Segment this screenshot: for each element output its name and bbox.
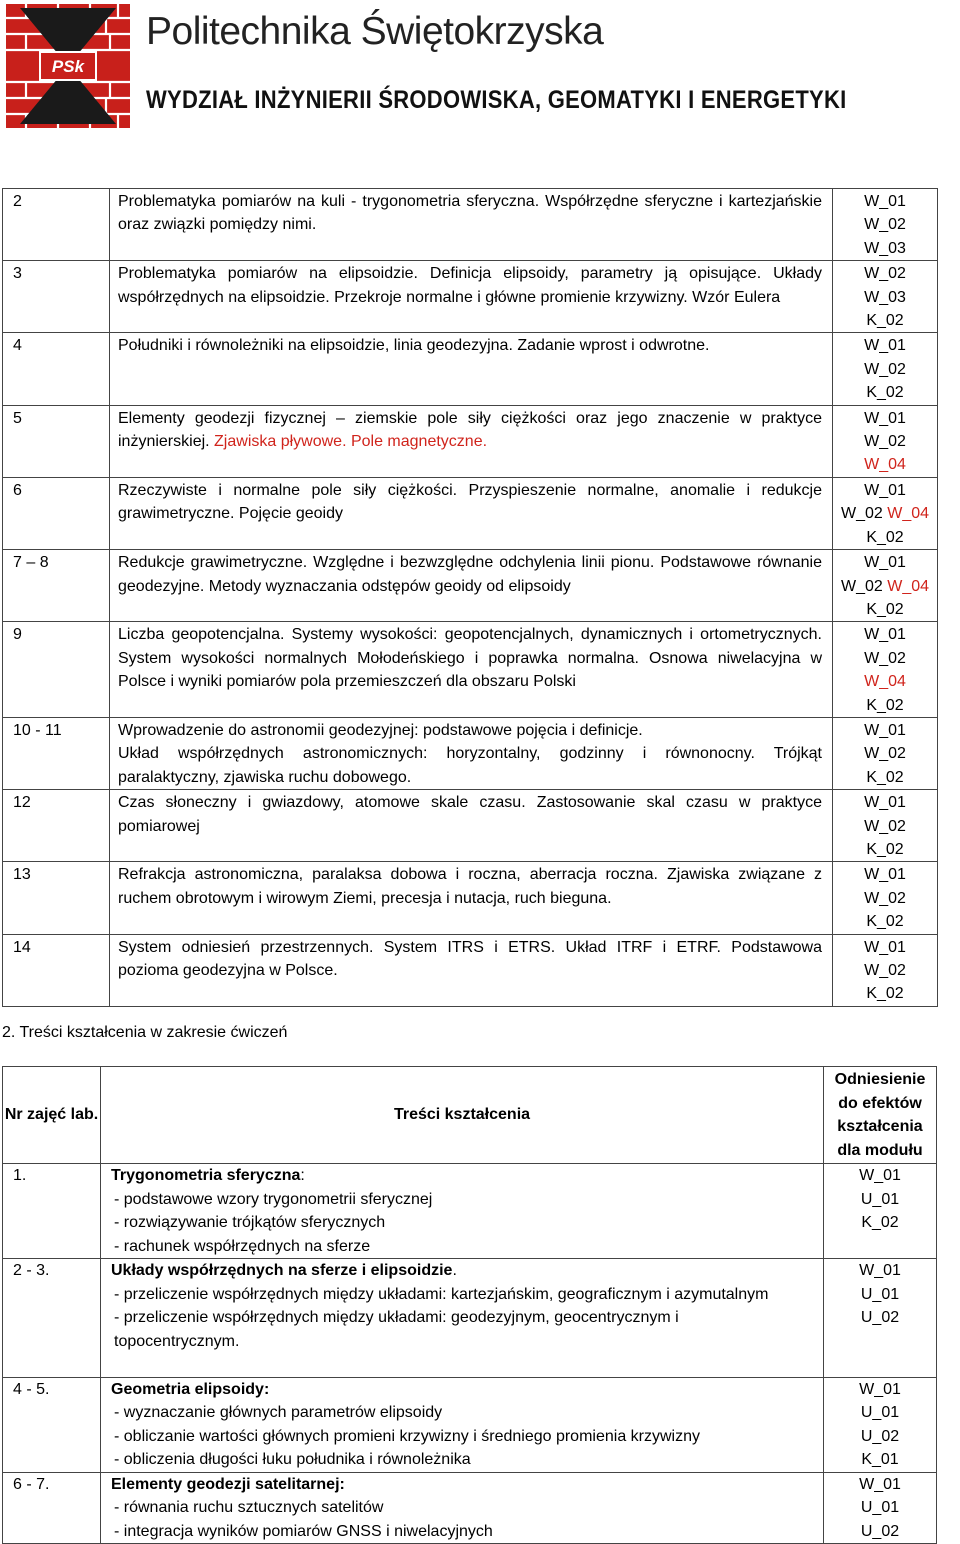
lecture-number: 9 [3,622,110,718]
exercise-topic: - obliczanie wartości głównych promieni krzywizny i średniego promienia krzywizny [114,1427,700,1445]
effect-code: K_02 [866,528,904,546]
effect-code: W_02 [864,433,906,451]
lecture-number: 12 [3,790,110,862]
exercise-title-suffix: . [452,1262,457,1279]
effect-code: U_01 [860,1190,900,1208]
learning-effects [833,550,938,622]
page-header [0,0,960,150]
effect-code: W_01 [864,938,906,956]
effect-code: K_02 [866,312,904,330]
effect-code: W_03 [864,288,906,306]
exercise-title [111,1476,345,1493]
learning-effects [833,862,938,934]
effect-code: W_02 [864,962,906,979]
lecture-number: 10 - 11 [3,717,110,789]
lecture-content [110,622,833,718]
exercise-number: 2 - 3. [3,1259,101,1378]
header-lab-number: Nr zajęć lab. [3,1067,101,1164]
table-row [3,405,938,477]
effect-code: W_02 [840,505,888,523]
exercise-topic [111,1353,823,1377]
header-content: Treści kształcenia [101,1067,824,1164]
learning-effects [833,405,938,477]
exercise-topic: - integracja wyników pomiarów GNSS i niwelacyjnych [114,1522,493,1540]
learning-effects [833,622,938,718]
table-row [3,550,938,622]
exercise-content-table [2,1066,937,1544]
exercise-title [111,1381,269,1398]
effect-code: K_01 [861,1451,899,1468]
learning-effects [833,189,938,261]
effect-code: K_02 [861,1214,899,1231]
university-name: Politechnika Świętokrzyska [146,10,604,53]
table-row [3,1259,937,1378]
table-row [3,934,938,1006]
lecture-number: 13 [3,862,110,934]
effect-code: W_02 [864,216,906,234]
effect-code: K_02 [866,985,904,1003]
learning-effects [833,790,938,862]
exercise-title-text: Układy współrzędnych na sferze i elipsoidzie [111,1262,453,1279]
effect-code: W_02 [864,649,906,667]
lecture-content-text: Układ współrzędnych astronomicznych: horyzontalny, godzinny i równonocny. Trójkąt paralaktyczny, zjawiska ruchu dobowego. [118,745,822,786]
exercise-topic: - przeliczenie współrzędnych między układami: kartezjańskim, geograficznym i azymutalnym [114,1285,769,1303]
lecture-content [110,261,833,333]
lecture-content-text: Południki i równoleżniki na elipsoidzie, linia geodezyjna. Zadanie wprost i odwrotne. [118,337,710,355]
table-row [3,862,938,934]
exercise-content [101,1377,824,1472]
exercise-title-text: Geometria elipsoidy: [111,1380,270,1398]
effect-code: W_01 [864,866,906,884]
exercise-content [101,1472,824,1544]
effect-code: W_02 [864,817,906,835]
effect-code: W_02 [840,577,888,595]
learning-effects [824,1377,937,1472]
exercise-topic: - wyznaczanie głównych parametrów elipsoidy [114,1404,443,1421]
university-logo [6,4,130,128]
exercise-topic: - rozwiązywanie trójkątów sferycznych [114,1214,386,1231]
learning-effects [833,477,938,549]
table-row [3,717,938,789]
effect-code: U_01 [860,1285,900,1303]
exercise-content [101,1164,824,1259]
effect-code: W_01 [864,554,906,572]
exercise-topic: topocentrycznym. [114,1332,240,1350]
exercise-topic: - przeliczenie współrzędnych między układami: geodezyjnym, geocentrycznym i [114,1309,679,1326]
learning-effects [833,261,938,333]
lecture-number: 2 [3,189,110,261]
faculty-name: WYDZIAŁ INŻYNIERII ŚRODOWISKA, GEOMATYKI I ENERGETYKI [146,86,847,114]
lecture-content-text: Problematyka pomiarów na elipsoidzie. Definicja elipsoidy, parametry ją opisujące. Układy współrzędnych na elipsoidzie. Przekroje normalne i główne promienie krzywizny. Wzór Eulera [118,265,822,306]
lecture-number: 3 [3,261,110,333]
effect-code: W_04 [864,456,906,474]
effect-code: W_01 [864,481,906,499]
lecture-content-text: System odniesień przestrzennych. System ITRS i ETRS. Układ ITRF i ETRF. Podstawowa pozioma geodezyjna w Polsce. [118,938,822,979]
effect-code: W_01 [859,1167,901,1184]
table-row [3,622,938,718]
effect-code: K_02 [866,913,904,931]
effect-code: W_04 [887,577,930,595]
header-effects-line: Odniesienie [834,1071,926,1088]
table-row [3,790,938,862]
lecture-content [110,405,833,477]
table-row [3,477,938,549]
svg-text:PSk: PSk [51,57,85,76]
effect-code: K_02 [866,840,904,858]
exercise-title-text: Elementy geodezji satelitarnej: [111,1475,345,1493]
effect-code: W_01 [864,193,906,210]
exercise-content [101,1259,824,1378]
effect-code: K_02 [866,696,904,714]
exercise-title [111,1262,457,1279]
lecture-content [110,550,833,622]
lecture-content [110,717,833,789]
lecture-content [110,862,833,934]
effect-code: W_01 [864,794,906,812]
exercise-title [111,1167,305,1184]
effect-code: W_01 [864,721,906,739]
lecture-content [110,189,833,261]
exercise-number: 1. [3,1164,101,1259]
lecture-content [110,477,833,549]
learning-effects [833,717,938,789]
lecture-content-text: Liczba geopotencjalna. Systemy wysokości: geopotencjalnych, dynamicznych i ortometrycznych. System wysokości normalnych Mołodeńskiego i poprawka normalna. Osnowa niwelacyjna w Polsce i wyniki pomiarów pola przemieszczeń dla obszaru Polski [118,626,822,691]
lecture-content-text: Rzeczywiste i normalne pole siły ciężkości. Przyspieszenie normalne, anomalie i redukcje grawimetryczne. Pojęcie geoidy [118,481,822,523]
effect-code: K_02 [866,600,904,618]
section-2-heading: 2. Treści kształcenia w zakresie ćwiczeń [2,1024,288,1041]
table-row [3,1164,937,1259]
learning-effects [833,934,938,1006]
lecture-number: 4 [3,333,110,405]
exercise-topic: - rachunek współrzędnych na sferze [114,1237,371,1255]
lecture-number: 6 [3,477,110,549]
effect-code: W_04 [864,673,906,691]
learning-effects [824,1164,937,1259]
header-effects [824,1067,937,1164]
effect-code: W_01 [864,626,906,644]
lecture-content-text: Czas słoneczny i gwiazdowy, atomowe skale czasu. Zastosowanie skal czasu w praktyce pomiarowej [118,794,822,835]
lecture-number: 7 – 8 [3,550,110,622]
exercise-number: 4 - 5. [3,1377,101,1472]
effect-code: W_01 [859,1475,901,1493]
lecture-content-text: Problematyka pomiarów na kuli - trygonometria sferyczna. Współrzędne sferyczne i kartezjańskie oraz związki pomiędzy nimi. [118,193,822,234]
effect-code: W_01 [859,1380,901,1398]
effect-code: U_02 [860,1309,900,1326]
exercise-title-suffix: : [300,1167,305,1184]
lecture-content-text: Zjawiska pływowe. Pole magnetyczne. [214,433,488,451]
lecture-content-text: Refrakcja astronomiczna, paralaksa dobowa i roczna, aberracja roczna. Zjawiska związane z ruchem obrotowym i wirowym Ziemi, precesja i nutacja, ruch bieguna. [118,866,822,907]
table-row [3,333,938,405]
lecture-content-text: Redukcje grawimetryczne. Względne i bezwzględne odchylenia linii pionu. Podstawowe równanie geodezyjne. Metody wyznaczania odstępów geoidy od elipsoidy [118,554,822,595]
table-header-row [3,1067,937,1164]
effect-code: U_01 [860,1499,900,1516]
lecture-content [110,934,833,1006]
exercise-topic: - podstawowe wzory trygonometrii sferycznej [114,1190,433,1208]
effect-code: U_01 [860,1404,900,1421]
effect-code: W_02 [864,889,906,907]
lecture-number: 5 [3,405,110,477]
header-effects-line: kształcenia [837,1118,923,1135]
header-effects-line: dla modułu [837,1141,923,1159]
lecture-content-table [2,188,938,1007]
effect-code: U_02 [860,1522,900,1540]
table-row [3,261,938,333]
header-effects-line: do efektów [838,1094,922,1112]
lecture-content [110,333,833,405]
exercise-topic: - równania ruchu sztucznych satelitów [114,1499,384,1516]
effect-code: W_01 [864,409,906,427]
effect-code: W_01 [859,1262,901,1279]
effect-code: K_02 [866,384,904,402]
learning-effects [824,1259,937,1378]
learning-effects [833,333,938,405]
effect-code: K_02 [866,768,904,786]
effect-code: W_02 [864,360,906,378]
effect-code: W_04 [887,505,930,523]
exercise-topic: - obliczenia długości łuku południka i równoleżnika [114,1451,471,1468]
exercise-number: 6 - 7. [3,1472,101,1544]
learning-effects [824,1472,937,1544]
table-row [3,189,938,261]
lecture-content [110,790,833,862]
lecture-number: 14 [3,934,110,1006]
table-row [3,1377,937,1472]
lecture-content-text: Elementy geodezji fizycznej – ziemskie pole siły ciężkości oraz jego znaczenie w praktyce inżynierskiej. [118,409,822,451]
effect-code: W_02 [864,265,906,283]
effect-code: W_02 [864,745,906,763]
table-row [3,1472,937,1544]
effect-code: W_01 [864,337,906,355]
lecture-content-text: Wprowadzenie do astronomii geodezyjnej: podstawowe pojęcia i definicje. [118,721,643,739]
effect-code: W_03 [864,239,906,257]
effect-code: U_02 [860,1427,900,1445]
exercise-title-text: Trygonometria sferyczna [111,1167,301,1184]
